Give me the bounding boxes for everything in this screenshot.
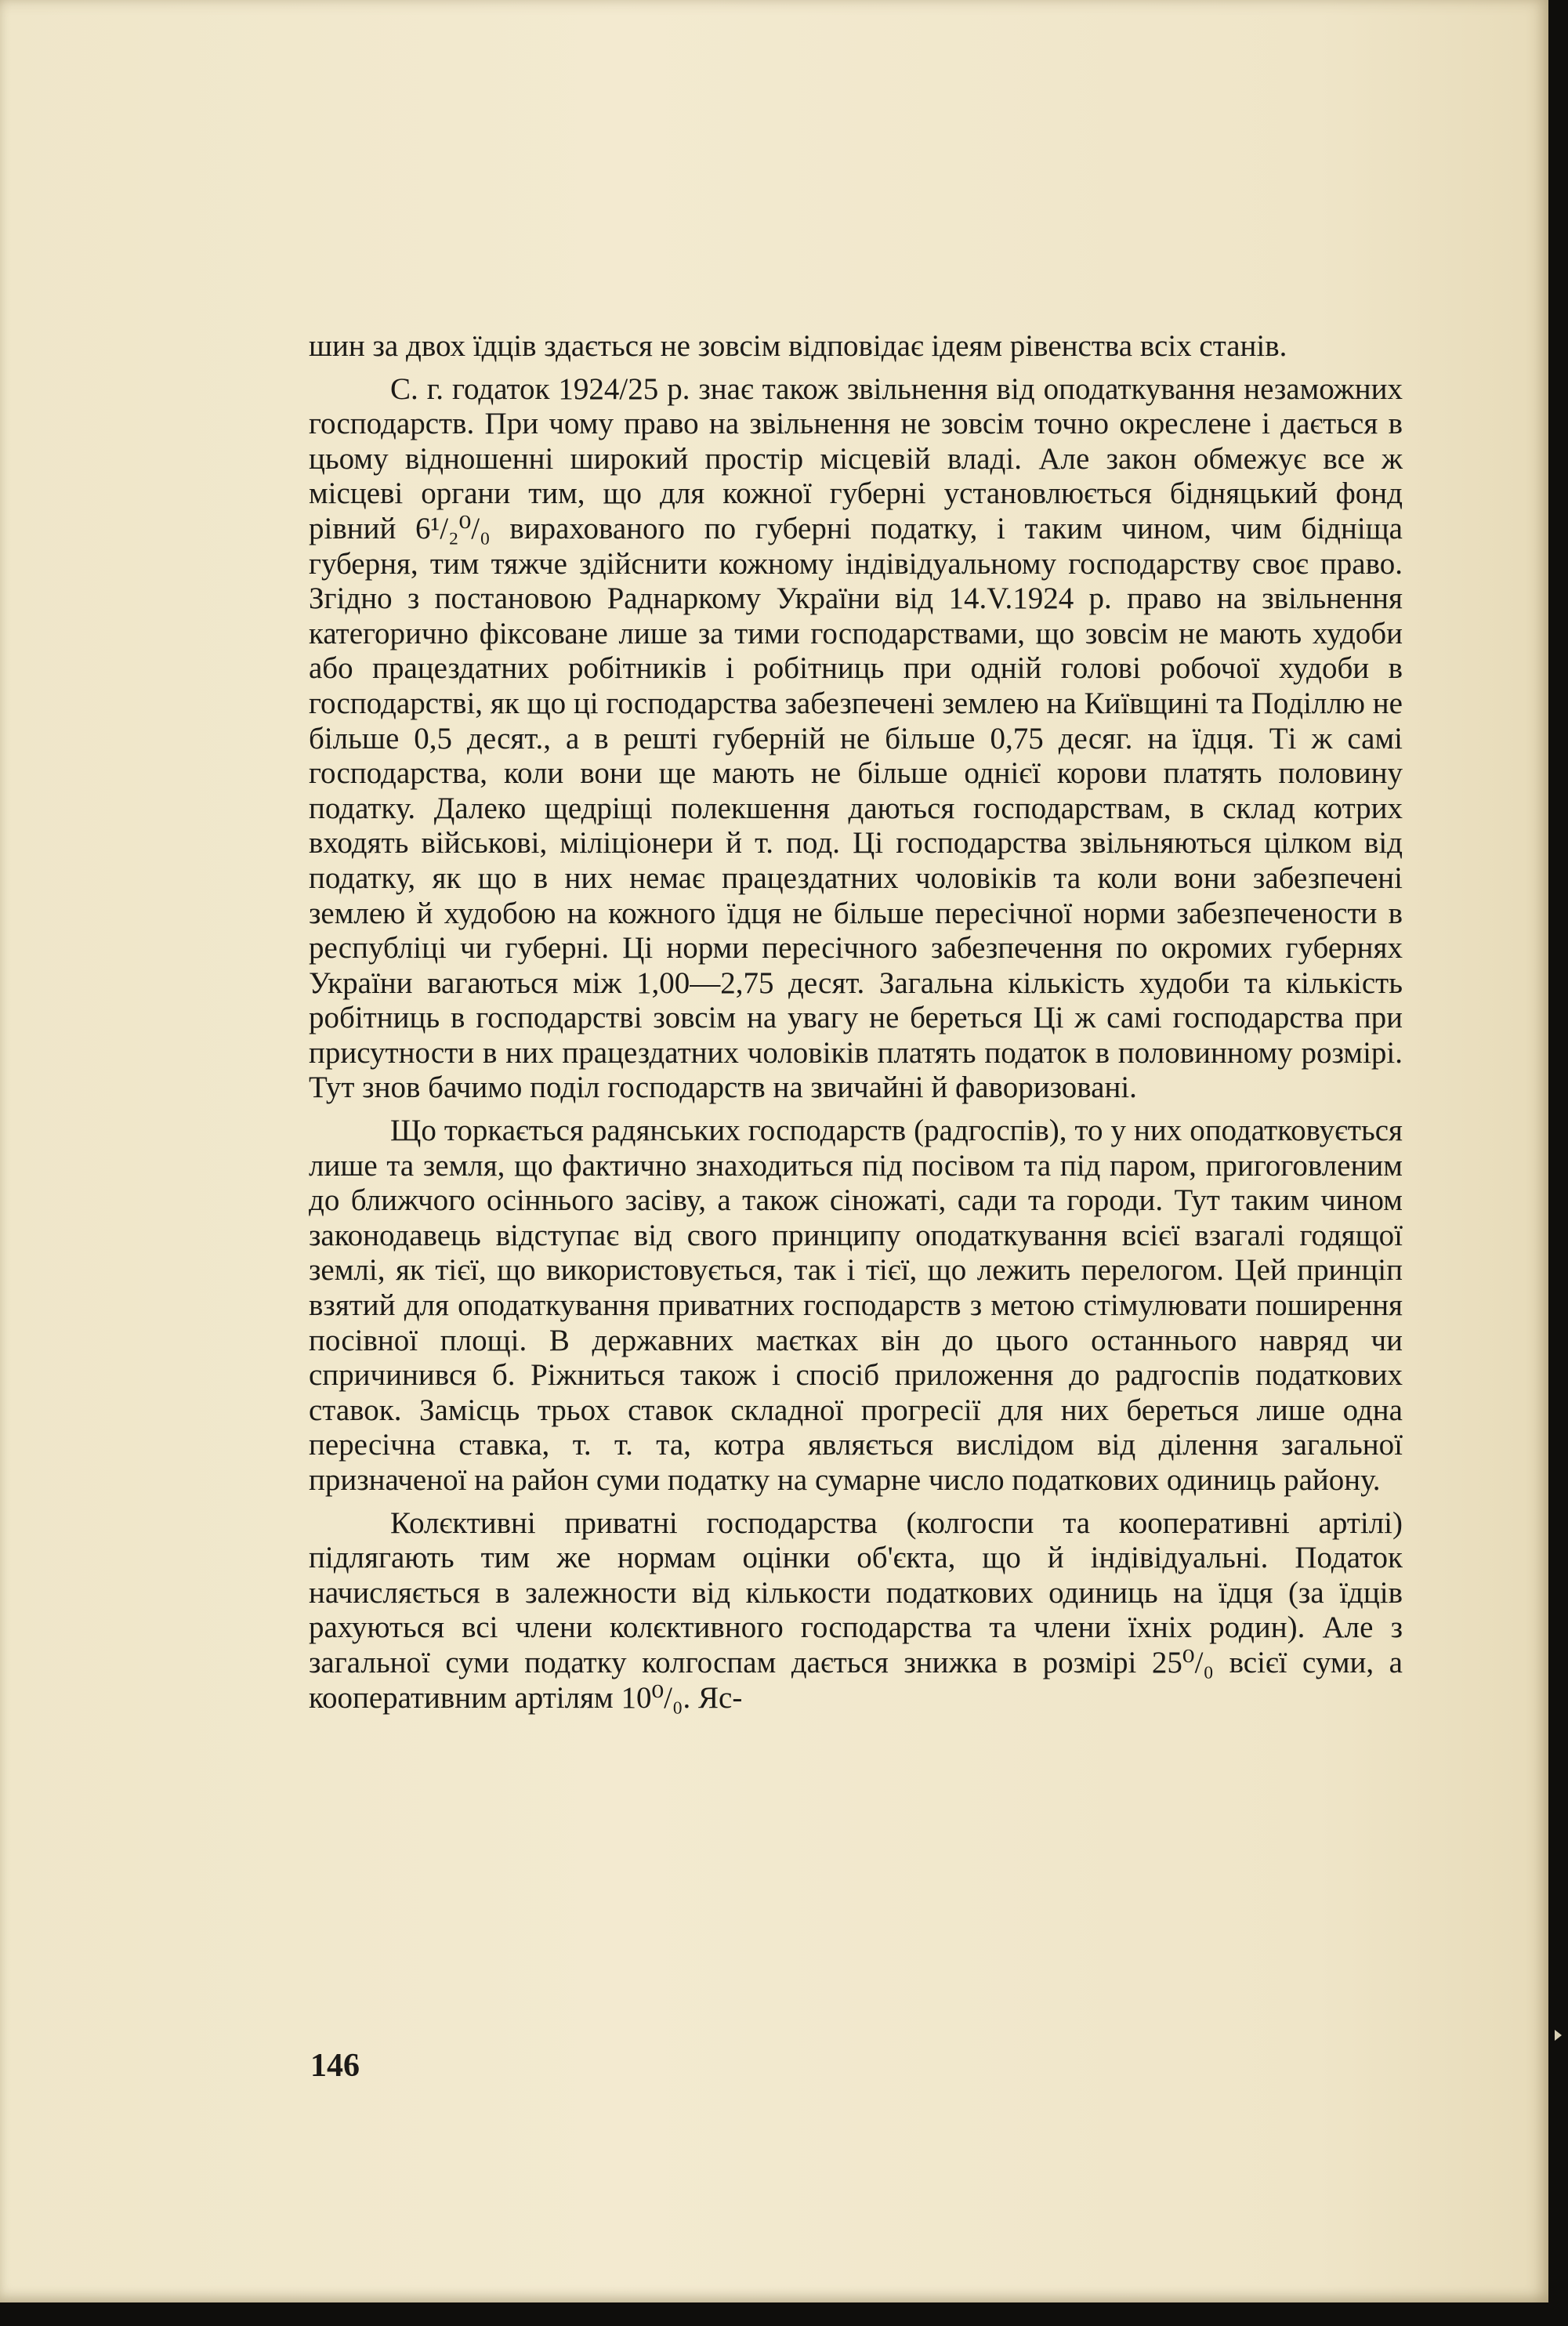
paragraph-4: Колєктивні приватні господарства (колгоспи та кооперативні артілі) підлягають тим же нормам оцінки об'єкта, що й індівідуальні. Податок начисляється в залежности від кількости податкових одиниць на їдця (за їдців рахуються всі члени колєктивного господарства та члени їхніх родин). Але з загальної суми податку колгоспам дається знижка в розмірі 25⁰/₀ всієї суми, а кооперативним артілям 10⁰/₀. Яс- xyxy=(309,1505,1403,1715)
scan-border-right xyxy=(1548,0,1568,2326)
edge-arrow-icon xyxy=(1555,2030,1562,2041)
paragraph-1: шин за двох їдців здається не зовсім відповідає ідеям рівенства всіх станів. xyxy=(309,329,1287,363)
scan-border-bottom xyxy=(0,2302,1568,2326)
page-body xyxy=(309,329,1403,1723)
page-number: 146 xyxy=(310,2048,360,2084)
paragraph-3: Що торкається радянських господарств (радгоспів), то у них оподатковується лише та земля, що фактично знаходиться під посівом та під паром, пригоговленим до ближчого осіннього засіву, а також сіножаті, сади та городи. Тут таким чином законодавець відступає від свого принципу оподаткування всієї взагалі годящої землі, як тієї, що використовується, так і тієї, що лежить перелогом. Цей принціп взятий для оподаткування приватних господарств з метою стімулювати поширення посівної площі. В державних маєтках він до цього останнього навряд чи спричинився б. Ріжниться також і спосіб приложення до радгоспів податкових ставок. Замісць трьох ставок складної прогресії для них береться лише одна пересічна ставка, т. т. та, котра являється вислідом від ділення загальної призначеної на район суми податку на сумарне число податкових одиниць району. xyxy=(309,1114,1403,1497)
paragraph-2: С. г. годаток 1924/25 р. знає також звільнення від оподаткування незаможних господарств. При чому право на звільнення не зовсім точно окреслене і дається в цьому відношенні широкий простір місцевій владі. Але закон обмежує все ж місцеві органи тим, що для кожної губерні установлюється бідняцький фонд рівний 6¹/₂⁰/₀ вирахованого по губерні податку, і таким чином, чим бідніща губерня, тим тяжче здійснити кожному індівідуальному господарству своє право. Згідно з постановою Раднаркому України від 14.V.1924 р. право на звільнення категорично фіксоване лише за тими господарствами, що зовсім не мають худоби або працездатних робітників і робітниць при одній голові робочої худоби в господарстві, як що ці господарства забезпечені землею на Київщині та Поділлю не більше 0,5 десят., а в решті губерній не більше 0,75 десяг. на їдця. Ті ж самі господарства, коли вони ще мають не більше однієї корови платять половину податку. Далеко щедріщі полекшення даються господарствам, в склад котрих входять військові, міліціонери й т. под. Ці господарства звільняються цілком від податку, як що в них немає працездатних чоловіків та коли вони забезпечені землею й худобою на кожного їдця не більше пересічної норми забезпечености в республіці чи губерні. Ці норми пересічного забезпечення по окромих губернях України вагаються між 1,00—2,75 десят. Загальна кількість худоби та кількість робітниць в господарстві зовсім на увагу не береться Ці ж самі господарства при присутности в них працездатних чоловіків платять податок в половинному розмірі. Тут знов бачимо поділ господарств на звичайні й фаворизовані. xyxy=(309,371,1403,1105)
